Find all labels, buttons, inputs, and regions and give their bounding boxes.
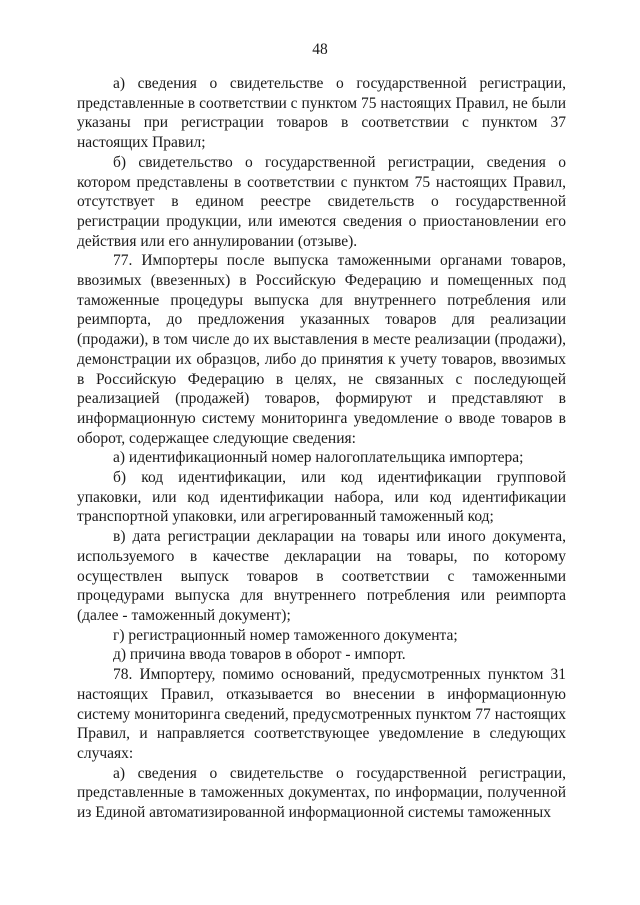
paragraph-b-certificate-missing: б) свидетельство о государственной регистрации, сведения о котором представлены в соответствии с пунктом 75 настоящих Правил, отсутствует в едином реестре свидетельств о государственной регистрации продукции, или имеются сведения о приостановлении его действия или его аннулировании (отзыве).: [77, 153, 566, 250]
document-body: [77, 74, 566, 823]
paragraph-a-registration-not-indicated: а) сведения о свидетельстве о государственной регистрации, представленные в соответствии с пунктом 75 настоящих Правил, не были указаны при регистрации товаров в соответствии с пунктом 37 настоящих Правил;: [77, 75, 566, 152]
paragraph-78-a-customs-info: а) сведения о свидетельстве о государственной регистрации, представленные в таможенных документах, по информации, полученной из Единой автоматизированной информационной системы таможенных: [77, 764, 566, 822]
list-item-b-identification-code: б) код идентификации, или код идентификации групповой упаковки, или код идентификации набора, или код идентификации транспортной упаковки, или агрегированный таможенный код;: [77, 469, 566, 526]
paragraph-78-refusal: 78. Импортеру, помимо оснований, предусмотренных пунктом 31 настоящих Правил, отказывается во внесении в информационную систему мониторинга сведений, предусмотренных пунктом 77 настоящих Правил, и направляется соответствующее уведомление в следующих случаях:: [77, 666, 566, 762]
list-item-v-declaration-date: в) дата регистрации декларации на товары или иного документа, используемого в качестве декларации на товары, по которому осуществлен выпуск товаров в соответствии с таможенными процедурами выпуска для внутреннего потребления или реимпорта (далее - таможенный документ);: [77, 528, 566, 624]
paragraph-77-importers-notification: 77. Импортеры после выпуска таможенными органами товаров, ввозимых (ввезенных) в Российскую Федерацию и помещенных под таможенные процедуры выпуска для внутреннего потребления или реимпорта, до предложения указанных товаров для реализации (продажи), в том числе до их выставления в месте реализации (продажи), демонстрации их образцов, либо до принятия к учету товаров, ввозимых в Российскую Федерацию в целях, не связанных с последующей реализацией (продажей) товаров, формируют и представляют в информационную систему мониторинга уведомление о вводе товаров в оборот, содержащее следующие сведения:: [77, 252, 566, 447]
page-number: 48: [312, 41, 328, 58]
list-item-a-inn: а) идентификационный номер налогоплательщика импортера;: [113, 449, 524, 467]
list-item-g-registration-number: г) регистрационный номер таможенного документа;: [113, 626, 458, 644]
list-item-d-reason: д) причина ввода товаров в оборот - импорт.: [113, 646, 406, 664]
